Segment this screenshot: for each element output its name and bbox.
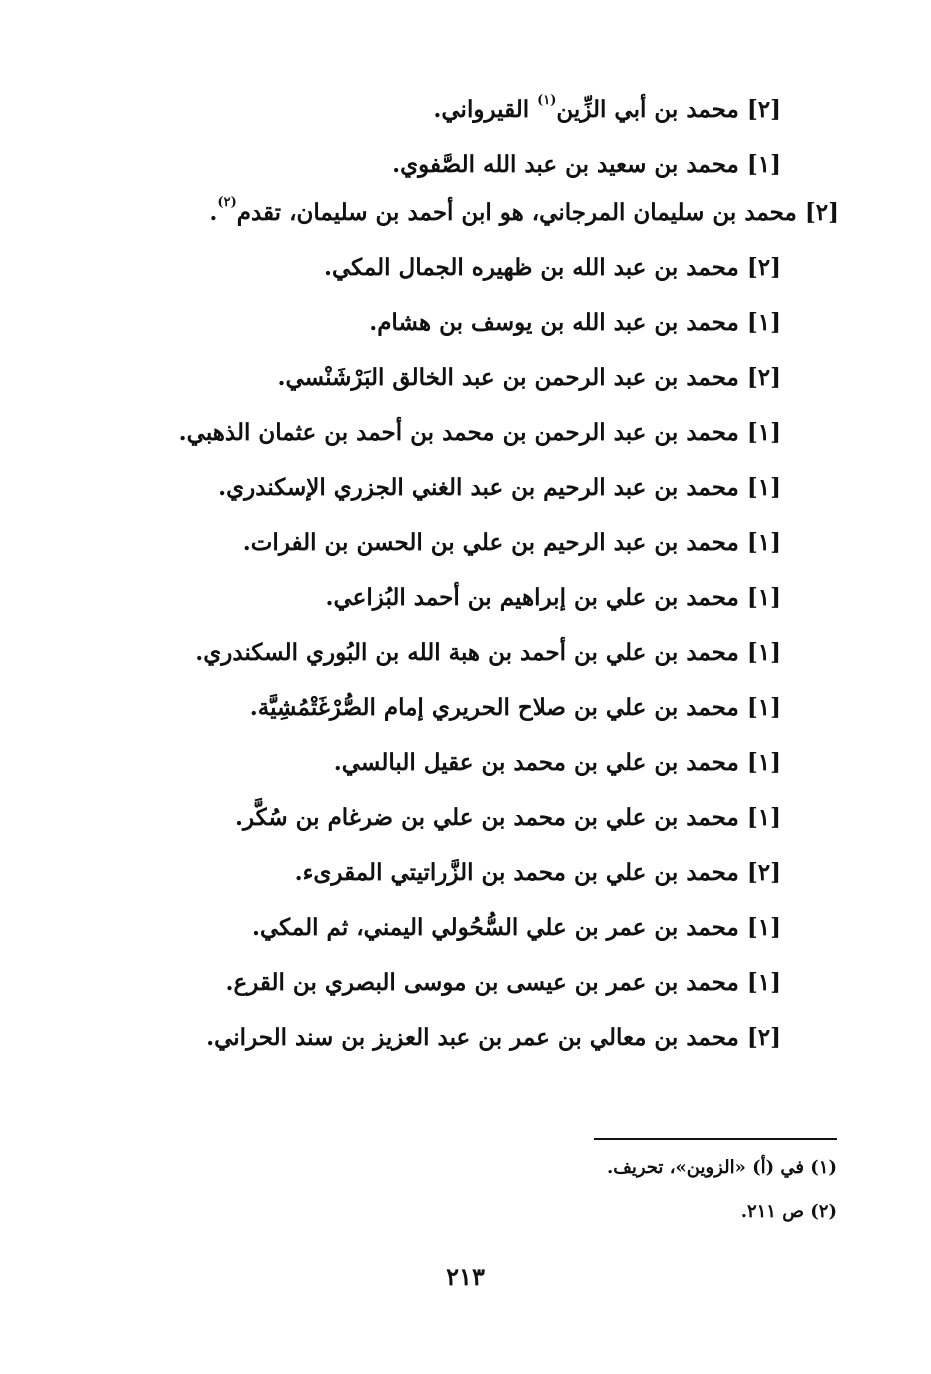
footnote: (١) في (أ) «الزوين»، تحريف. [606,1157,837,1178]
entry-tag: [١] [746,583,781,611]
footnote: (٢) ص ٢١١. [740,1201,837,1222]
entry [91,240,781,295]
entry-tag: [١] [746,150,781,178]
entry-text: محمد بن علي بن محمد بن علي بن ضرغام بن سُكَّر. [234,803,739,831]
entry-text: محمد بن عبد الرحمن بن عبد الخالق البَرْشَنْسي. [277,363,739,391]
entry-tag: [١] [746,803,781,831]
entry-tag: [١] [746,638,781,666]
footnote-ref: (٢) [217,195,237,210]
entry-text: محمد بن عبد الله بن يوسف بن هشام. [369,308,739,336]
entry-text: محمد بن سعيد بن عبد الله الصَّفوي. [392,150,739,178]
entry [91,192,839,240]
footnote-ref: (١) [537,92,557,108]
entry-tag: [٢] [746,858,781,886]
entry [91,735,781,790]
entry-text: محمد بن عبد الرحيم بن عبد الغني الجزري الإسكندري. [218,473,739,501]
entry-text: محمد بن علي بن صلاح الحريري إمام الصُّرْغَتْمُشِيَّة. [249,693,739,721]
entry [91,295,781,350]
entry-tag: [٢] [746,95,781,123]
page-number: ٢١٣ [446,1262,485,1291]
entry [91,350,781,405]
entry [91,1010,781,1065]
entry [91,515,781,570]
entry-tag: [٢] [746,363,781,391]
entry [91,82,781,137]
entry-tag: [١] [746,693,781,721]
entry-tag: [٢] [804,199,839,226]
entry [91,137,781,192]
entry-tag: [١] [746,418,781,446]
entry [91,680,781,735]
entry-tag: [١] [746,913,781,941]
entry [91,625,781,680]
entry [91,955,781,1010]
entry-text: محمد بن معالي بن عمر بن عبد العزيز بن سند الحراني. [206,1023,739,1051]
footnotes [337,1155,837,1243]
entry [91,900,781,955]
entry-list [91,82,839,1065]
entry [91,790,781,845]
entry-text: محمد بن عمر بن عيسى بن موسى البصري بن القرع. [225,968,739,996]
entry-text: محمد بن علي بن أحمد بن هبة الله بن البُوري السكندري. [195,638,739,666]
entry-tag: [٢] [746,1023,781,1051]
entry-tag: [٢] [746,253,781,281]
entry-text: محمد بن عبد الرحمن بن محمد بن أحمد بن عثمان الذهبي. [178,418,739,446]
entry-text: محمد بن عبد الرحيم بن علي بن الحسن بن الفرات. [242,528,739,556]
entry-tag: [١] [746,528,781,556]
entry [91,570,781,625]
entry-text: محمد بن عمر بن علي السُّحُولي اليمني، ثم المكي. [251,913,739,941]
entry-tag: [١] [746,748,781,776]
entry [91,460,781,515]
entry-tag: [١] [746,968,781,996]
entry-text: [٢]محمد بن سليمان المرجاني، هو ابن أحمد بن سليمان، تقدم$^{(٢)}$. [209,195,839,226]
entry-text: محمد بن أبي الزِّين$^{(١)}$ القيرواني. [433,92,739,123]
entry [91,405,781,460]
entry [91,845,781,900]
entry-text: محمد بن عبد الله بن ظهيره الجمال المكي. [323,253,739,281]
entry-text: محمد بن علي بن إبراهيم بن أحمد البُزاعي. [325,583,739,611]
entry-tag: [١] [746,308,781,336]
footnote-divider [594,1138,837,1140]
entry-tag: [١] [746,473,781,501]
entry-text: محمد بن علي بن محمد بن عقيل البالسي. [333,748,739,776]
entry-text: محمد بن علي بن محمد بن الزَّراتيتي المقرىء. [294,858,739,886]
